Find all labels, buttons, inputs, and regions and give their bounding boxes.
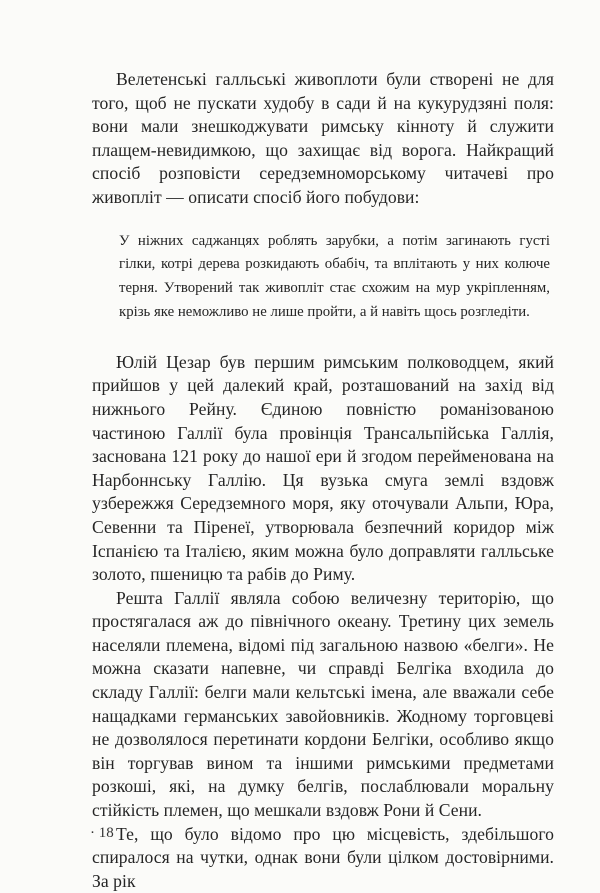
paragraph-rumors: Те, що було відомо про цю місцевість, здебільшого спиралося на чутки, однак вони були цілком достовірними. За рік bbox=[92, 823, 554, 891]
page-body bbox=[92, 68, 554, 893]
paragraph-julius-caesar: Юлій Цезар був першим римським полководцем, який прийшов у цей далекий край, розташований на захід від нижнього Рейну. Єдиною повністю романізованою частиною Галлії була провінція Трансальпійська Галлія, заснована 121 року до нашої ери й згодом перейменована на Нарбоннську Галлію. Ця вузька смуга землі вздовж узбережжя Середземного моря, яку оточували Альпи, Юра, Севенни та Піренеї, утворювала безпечний коридор між Іспанією та Італією, яким можна було доправляти галльське золото, пшеницю та рабів до Риму. bbox=[92, 351, 554, 585]
block-quote bbox=[119, 230, 550, 325]
page-number: · 18 bbox=[90, 825, 114, 841]
paragraph-rest-of-gaul: Решта Галлії являла собою величезну територію, що простягалася аж до північного океану. Третину цих земель населяли племена, відомі під загальною назвою «белги». Не можна сказати напевне, чи справді Белгіка входила до складу Галлії: белги мали кельтські імена, але вважали себе нащадками германських завойовників. Жодному торговцеві не дозволялося перетинати кордони Белгіки, особливо якщо він торгував вином та іншими римськими предметами розкоші, які, на думку белгів, послаблювали моральну стійкість племен, що мешкали вздовж Рони й Сени. bbox=[92, 587, 554, 821]
paragraph-hedges-intro: Велетенські галльські живоплоти були створені не для того, щоб не пускати худобу в сади й на кукурудзяні поля: вони мали знешкоджувати римську кінноту й служити плащем-невидимкою, що захищає від ворога. Найкращий спосіб розповісти середземноморському читачеві про живопліт — описати спосіб його побудови: bbox=[92, 69, 554, 207]
quote-text: У ніжних саджанцях роблять зарубки, а потім загинають густі гілки, котрі дерева розкидають обабіч, та вплітають у них колюче терня. Утворений так живопліт стає схожим на мур укріпленням, крізь яке неможливо не лише пройти, а й навіть щось розгледіти. bbox=[119, 232, 550, 320]
